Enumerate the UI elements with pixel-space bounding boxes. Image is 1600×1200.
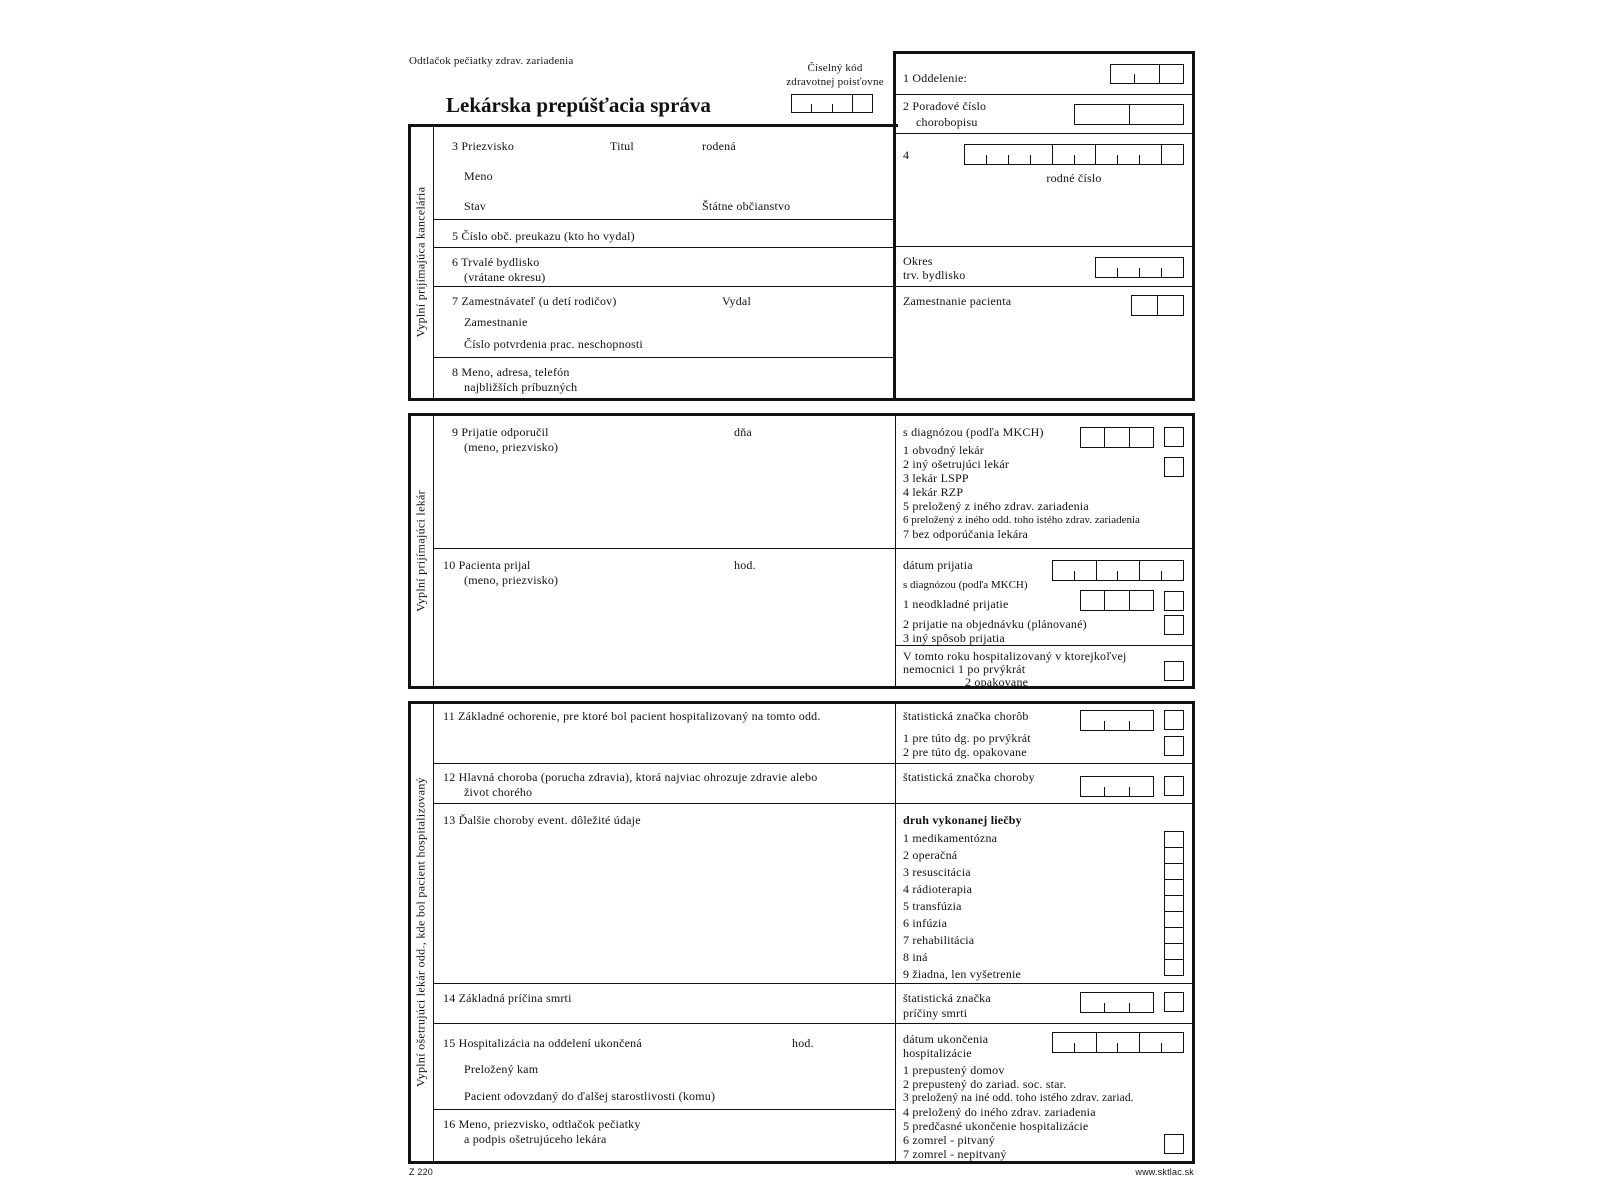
- treatment-checkbox-2[interactable]: [1164, 847, 1184, 864]
- stat-mark-disease-field[interactable]: [1080, 776, 1154, 797]
- referred-by-label-2: (meno, priezvisko): [464, 440, 559, 454]
- admission-diagnosis-field[interactable]: [1080, 590, 1154, 611]
- discharge-option-1: 1 prepustený domov: [903, 1063, 1005, 1077]
- admission-option-2: 2 prijatie na objednávku (plánované): [903, 617, 1087, 631]
- referral-option-1: 1 obvodný lekár: [903, 443, 984, 457]
- end-date-label-1: dátum ukončenia: [903, 1032, 989, 1046]
- doctor-label-1: 16 Meno, priezvisko, odtlačok pečiatky: [443, 1117, 641, 1131]
- basic-disease-label: 11 Základné ochorenie, pre ktoré bol pacient hospitalizovaný na tomto odd.: [443, 709, 821, 723]
- referred-by-label-1: 9 Prijatie odporučil: [452, 425, 549, 439]
- id-card-label: 5 Číslo obč. preukazu (kto ho vydal): [452, 229, 635, 243]
- treatment-option-8: 8 iná: [903, 950, 928, 964]
- stat-mark-diseases-field[interactable]: [1080, 710, 1154, 731]
- district-label-1: Okres: [903, 254, 933, 268]
- stat-mark-death-field[interactable]: [1080, 992, 1154, 1013]
- relatives-label-2: najbližších príbuzných: [464, 380, 578, 394]
- admitted-by-label-1: 10 Pacienta prijal: [443, 558, 531, 572]
- treatment-option-6: 6 infúzia: [903, 916, 948, 930]
- residence-label-2: (vrátane okresu): [464, 270, 546, 284]
- department-field[interactable]: [1110, 64, 1184, 84]
- death-cause-label: 14 Základná príčina smrti: [443, 991, 572, 1005]
- treatment-option-7: 7 rehabilitácia: [903, 933, 975, 947]
- referral-diagnosis-label: s diagnózou (podľa MKCH): [903, 425, 1044, 439]
- referral-option-5: 5 preložený z iného zdrav. zariadenia: [903, 499, 1089, 513]
- insurer-code-field[interactable]: [791, 94, 873, 113]
- employer-label: 7 Zamestnávateľ (u detí rodičov): [452, 294, 617, 308]
- referral-diagnosis-field[interactable]: [1080, 427, 1154, 448]
- main-disease-label-2: život chorého: [464, 785, 533, 799]
- admitted-by-label-2: (meno, priezvisko): [464, 573, 559, 587]
- record-no-field[interactable]: [1074, 104, 1184, 125]
- first-name-label: Meno: [464, 169, 493, 183]
- admission-hour-label: hod.: [734, 558, 756, 572]
- issued-label: Vydal: [722, 294, 751, 308]
- stat-mark-diseases-label: štatistická značka chorôb: [903, 709, 1029, 723]
- treatment-option-3: 3 resuscitácia: [903, 865, 971, 879]
- hosp-ended-hour-label: hod.: [792, 1036, 814, 1050]
- dg-repeat-checkbox[interactable]: [1164, 736, 1184, 756]
- admission-date-label: dátum prijatia: [903, 558, 973, 572]
- office-side-label: Vyplní prijímajúca kancelária: [413, 186, 428, 338]
- stat-mark-disease-checkbox[interactable]: [1164, 776, 1184, 796]
- attending-side-label: Vyplní ošetrujúci lekár odd., kde bol pacient hospitalizovaný: [413, 777, 428, 1087]
- referral-type-checkbox[interactable]: [1164, 457, 1184, 477]
- treatment-option-4: 4 rádioterapia: [903, 882, 973, 896]
- hospitalized-this-year-checkbox[interactable]: [1164, 661, 1184, 681]
- discharge-option-5: 5 predčasné ukončenie hospitalizácie: [903, 1119, 1089, 1133]
- treatment-option-1: 1 medikamentózna: [903, 831, 998, 845]
- surname-label: 3 Priezvisko: [452, 139, 515, 153]
- treatment-checkbox-4[interactable]: [1164, 879, 1184, 896]
- district-label-2: trv. bydlisko: [903, 268, 966, 282]
- department-label: 1 Oddelenie:: [903, 71, 968, 85]
- insurer-code-label-1: Číselný kód: [807, 62, 863, 74]
- stat-mark-death-checkbox[interactable]: [1164, 992, 1184, 1012]
- dg-option-2: 2 pre túto dg. opakovane: [903, 745, 1027, 759]
- maiden-name-label: rodená: [702, 139, 736, 153]
- district-field[interactable]: [1095, 257, 1184, 278]
- occupation-label: Zamestnanie: [464, 315, 528, 329]
- referral-option-6: 6 preložený z iného odd. toho istého zdrav. zariadenia: [903, 514, 1140, 526]
- birth-number-field[interactable]: [964, 144, 1184, 165]
- citizenship-label: Štátne občianstvo: [702, 199, 791, 213]
- hospitalized-first-time-label: nemocnici 1 po prvýkrát: [903, 662, 1026, 676]
- hospitalized-repeated-label: 2 opakovane: [965, 675, 1029, 689]
- main-disease-label-1: 12 Hlavná choroba (porucha zdravia), ktorá najviac ohrozuje zdravie alebo: [443, 770, 818, 784]
- referral-day-label: dňa: [734, 425, 752, 439]
- handed-over-label: Pacient odovzdaný do ďalšej starostlivosti (komu): [464, 1089, 716, 1103]
- admission-type-checkbox[interactable]: [1164, 615, 1184, 635]
- relatives-label-1: 8 Meno, adresa, telefón: [452, 365, 570, 379]
- hosp-ended-label: 15 Hospitalizácia na oddelení ukončená: [443, 1036, 642, 1050]
- admitting-side-label: Vyplní prijímajúci lekár: [413, 490, 428, 612]
- end-date-field[interactable]: [1052, 1032, 1184, 1053]
- website-link[interactable]: www.sktlac.sk: [1135, 1167, 1194, 1177]
- treatment-checkbox-7[interactable]: [1164, 927, 1184, 944]
- treatment-checkbox-8[interactable]: [1164, 943, 1184, 960]
- stamp-label: Odtlačok pečiatky zdrav. zariadenia: [409, 55, 574, 67]
- insurer-code-label-2: zdravotnej poisťovne: [786, 76, 884, 88]
- other-diseases-label: 13 Ďalšie choroby event. dôležité údaje: [443, 813, 641, 827]
- discharge-option-3: 3 preložený na iné odd. toho istého zdrav. zariad.: [903, 1092, 1134, 1104]
- referral-option-7: 7 bez odporúčania lekára: [903, 527, 1029, 541]
- treatment-checkbox-9[interactable]: [1164, 959, 1184, 976]
- referral-option-3: 3 lekár LSPP: [903, 471, 969, 485]
- record-no-label-2: chorobopisu: [916, 115, 978, 129]
- admitting-section-frame: [408, 413, 1195, 689]
- treatment-option-5: 5 transfúzia: [903, 899, 962, 913]
- incapacity-number-label: Číslo potvrdenia prac. neschopnosti: [464, 337, 643, 351]
- stat-mark-death-label-1: štatistická značka: [903, 991, 991, 1005]
- page-title: Lekárska prepúšťacia správa: [446, 93, 711, 117]
- admission-option-3: 3 iný spôsob prijatia: [903, 631, 1005, 645]
- stat-mark-diseases-checkbox[interactable]: [1164, 710, 1184, 730]
- hospitalized-this-year-label: V tomto roku hospitalizovaný v ktorejkoľvej: [903, 649, 1127, 663]
- treatment-option-9: 9 žiadna, len vyšetrenie: [903, 967, 1022, 981]
- transferred-where-label: Preložený kam: [464, 1062, 539, 1076]
- discharge-option-6: 6 zomrel - pitvaný: [903, 1133, 995, 1147]
- treatment-title: druh vykonanej liečby: [903, 813, 1022, 827]
- discharge-option-7: 7 zomrel - nepitvaný: [903, 1147, 1007, 1161]
- discharge-checkbox[interactable]: [1164, 1134, 1184, 1154]
- patient-occupation-label: Zamestnanie pacienta: [903, 294, 1012, 308]
- admission-diagnosis-label: s diagnózou (podľa MKCH): [903, 579, 1028, 591]
- birth-number-label: rodné číslo: [1046, 171, 1102, 185]
- degree-label: Titul: [610, 139, 634, 153]
- discharge-option-2: 2 prepustený do zariad. soc. star.: [903, 1077, 1067, 1091]
- field-4-label: 4: [903, 148, 910, 162]
- treatment-checkbox-1[interactable]: [1164, 831, 1184, 848]
- doctor-label-2: a podpis ošetrujúceho lekára: [464, 1132, 607, 1146]
- marital-status-label: Stav: [464, 199, 487, 213]
- referral-option-4: 4 lekár RZP: [903, 485, 964, 499]
- form-code: Z 220: [409, 1167, 434, 1177]
- record-no-label-1: 2 Poradové číslo: [903, 99, 987, 113]
- treatment-checkbox-6[interactable]: [1164, 911, 1184, 928]
- admission-diagnosis-checkbox[interactable]: [1164, 591, 1184, 611]
- treatment-option-2: 2 operačná: [903, 848, 958, 862]
- admission-date-field[interactable]: [1052, 560, 1184, 581]
- stat-mark-death-label-2: príčiny smrti: [903, 1006, 968, 1020]
- patient-occupation-field[interactable]: [1131, 295, 1184, 316]
- stat-mark-disease-label: štatistická značka choroby: [903, 770, 1035, 784]
- discharge-option-4: 4 preložený do iného zdrav. zariadenia: [903, 1105, 1096, 1119]
- referral-diagnosis-checkbox[interactable]: [1164, 427, 1184, 447]
- admission-option-1: 1 neodkladné prijatie: [903, 597, 1009, 611]
- referral-option-2: 2 iný ošetrujúci lekár: [903, 457, 1010, 471]
- residence-label-1: 6 Trvalé bydlisko: [452, 255, 540, 269]
- dg-option-1: 1 pre túto dg. po prvýkrát: [903, 731, 1031, 745]
- treatment-checkbox-5[interactable]: [1164, 895, 1184, 912]
- treatment-checkbox-3[interactable]: [1164, 863, 1184, 880]
- end-date-label-2: hospitalizácie: [903, 1046, 972, 1060]
